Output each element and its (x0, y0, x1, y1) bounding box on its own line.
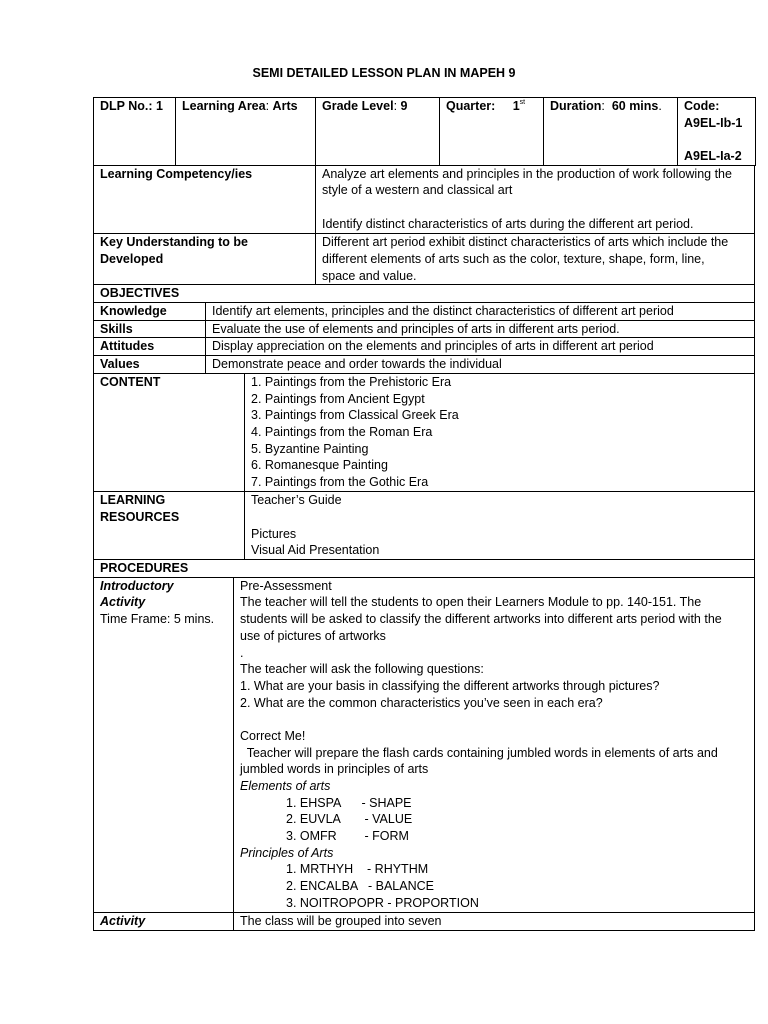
objectives-heading-table (93, 285, 755, 303)
objective-label: Skills (94, 320, 206, 338)
content-item: 1. Paintings from the Prehistoric Era (251, 374, 452, 389)
competency-label: Learning Competency/ies (94, 166, 316, 234)
page-title: SEMI DETAILED LESSON PLAN IN MAPEH 9 (252, 66, 516, 80)
element-item: 3. OMFR - FORM (286, 829, 409, 844)
lesson-plan-table (93, 97, 755, 931)
activity-text: The class will be grouped into seven (234, 913, 755, 931)
objective-text: Demonstrate peace and order towards the individual (206, 356, 755, 374)
objectives-table (93, 303, 755, 374)
objective-label: Knowledge (94, 303, 206, 320)
understanding-label: Key Understanding to be Developed (94, 234, 316, 285)
procedures-heading: PROCEDURES (94, 560, 755, 577)
content-item: 6. Romanesque Painting (251, 458, 388, 473)
activity-label: Activity (94, 913, 234, 931)
content-item: 3. Paintings from Classical Greek Era (251, 408, 459, 423)
principle-item: 1. MRTHYH - RHYTHM (286, 862, 429, 877)
objectives-heading: OBJECTIVES (94, 285, 755, 302)
code-cell: Code: A9EL-Ib-1 A9EL-Ia-2 (678, 98, 756, 166)
dlp-cell: DLP No.: 1 (94, 98, 176, 166)
introductory-activity-text: Pre-Assessment The teacher will tell the students to open their Learners Module to pp. 140-151. The students will be asked to classify the different artworks into different arts period with the use of pictures of artworks . The teacher will ask the following questions: 1. What are your basis in classifying the different artworks through pictures? 2. What are the common characteristics you’ve seen in each era? Correct Me! Teacher will prepare the flash cards containing jumbled words in elements of arts and jumbled words in principles of arts Elements of arts 1. EHSPA - SHAPE 2. EUVLA - VALUE 3. OMFR - FORM Principles of Arts 1. MRTHYH - RHYTHM 2. ENCALBA - BALANCE 3. NOITROPOPR - PROPORTION (234, 578, 755, 913)
content-label: CONTENT (94, 374, 245, 492)
introductory-activity-label: Introductory Activity Time Frame: 5 mins. (94, 578, 234, 913)
learning-area-cell: Learning Area: Arts (176, 98, 316, 166)
competency-table (93, 166, 755, 286)
objective-label: Values (94, 356, 206, 374)
duration-cell: Duration: 60 mins. (544, 98, 678, 166)
element-item: 2. EUVLA - VALUE (286, 812, 413, 827)
content-item: 7. Paintings from the Gothic Era (251, 474, 429, 489)
competency-text: Analyze art elements and principles in the production of work following the style of a western and classical art Identify distinct characteristics of arts during the different art period. (316, 166, 755, 234)
principle-item: 2. ENCALBA - BALANCE (286, 879, 434, 894)
objective-text: Evaluate the use of elements and principles of arts in different arts period. (206, 320, 755, 338)
objective-text: Display appreciation on the elements and principles of arts in different art period (206, 338, 755, 356)
content-item: 4. Paintings from the Roman Era (251, 424, 433, 439)
principle-item: 3. NOITROPOPR - PROPORTION (286, 895, 479, 910)
content-list (245, 374, 755, 492)
resources-list: Teacher’s Guide Pictures Visual Aid Presentation (245, 492, 755, 560)
element-item: 1. EHSPA - SHAPE (286, 795, 412, 810)
understanding-text: Different art period exhibit distinct characteristics of arts which include the different elements of arts such as the color, texture, shape, form, line, space and value. (316, 234, 755, 285)
objective-label: Attitudes (94, 338, 206, 356)
content-item: 2. Paintings from Ancient Egypt (251, 391, 425, 406)
resources-label: LEARNING RESOURCES (94, 492, 245, 560)
procedures-table (93, 578, 755, 931)
objective-text: Identify art elements, principles and the distinct characteristics of different art period (206, 303, 755, 320)
content-item: 5. Byzantine Painting (251, 441, 369, 456)
quarter-cell: Quarter: 1st (440, 98, 544, 166)
procedures-heading-table (93, 560, 755, 578)
content-table (93, 374, 755, 560)
header-table (93, 97, 756, 166)
grade-level-cell: Grade Level: 9 (316, 98, 440, 166)
